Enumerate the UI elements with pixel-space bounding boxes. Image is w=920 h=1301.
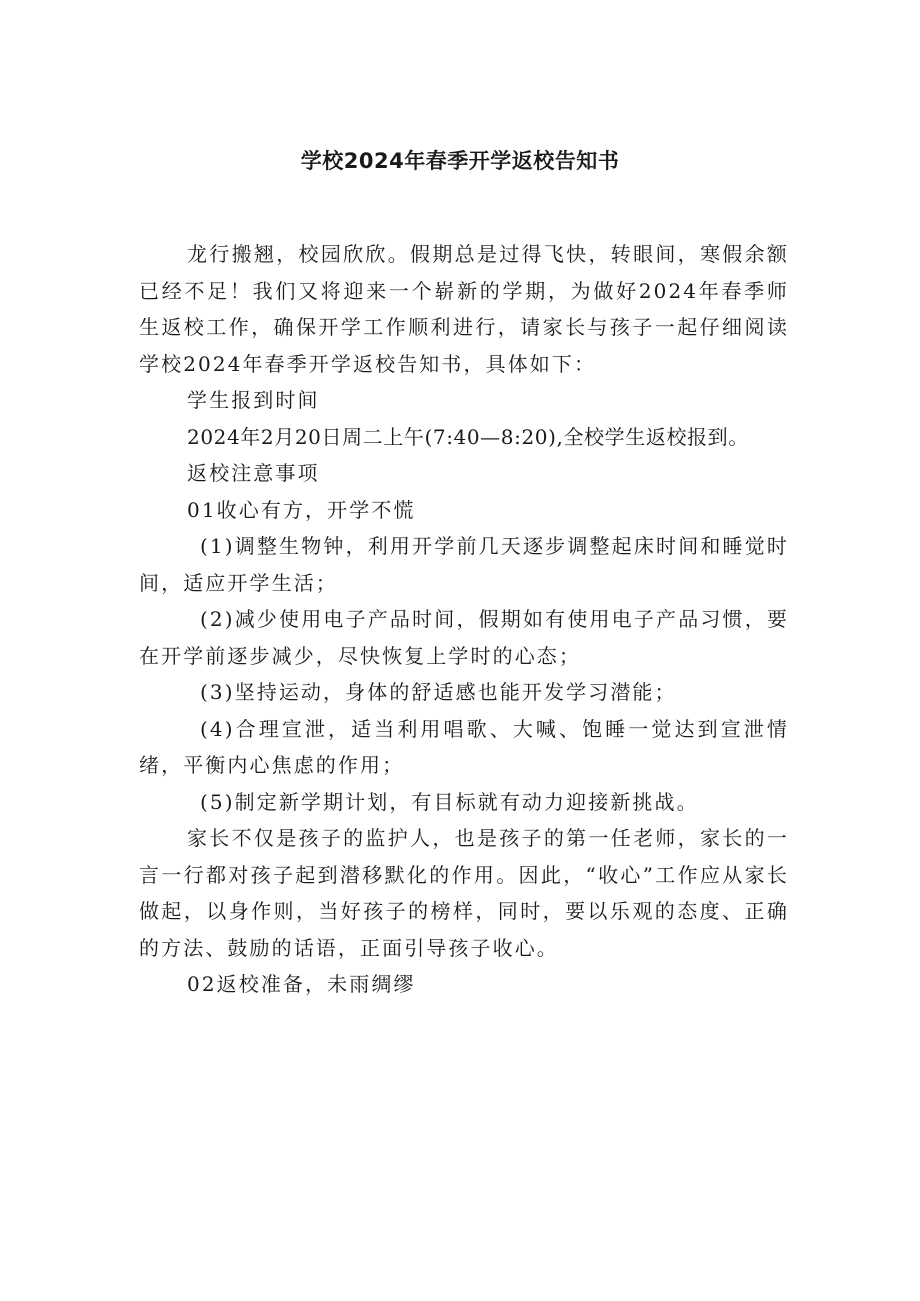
document-body — [139, 236, 789, 1003]
list-item-3: (3)坚持运动，身体的舒适感也能开发学习潜能； — [200, 680, 677, 704]
document-title: 学校2024年春季开学返校告知书 — [300, 149, 620, 173]
section-02-heading: 02返校准备，未雨绸缪 — [187, 972, 416, 996]
list-item-5: (5)制定新学期计划，有目标就有动力迎接新挑战。 — [200, 789, 699, 814]
section-01-heading: 01收心有方，开学不慌 — [187, 497, 416, 522]
list-item-1: (1)调整生物钟，利用开学前几天逐步调整起床时间和睡觉时间，适应开学生活； — [139, 534, 789, 595]
list-item-2: (2)减少使用电子产品时间，假期如有使用电子产品习惯，要在开学前逐步减少，尽快恢复上学时的心态； — [139, 607, 789, 668]
parents-paragraph: 家长不仅是孩子的监护人，也是孩子的第一任老师，家长的一言一行都对孩子起到潜移默化的作用。因此，“收心”工作应从家长做起，以身作则，当好孩子的榜样，同时，要以乐观的态度、正确的方法、鼓励的话语，正面引导孩子收心。 — [139, 826, 789, 960]
list-item-4: (4)合理宣泄，适当利用唱歌、大喊、饱睡一觉达到宣泄情绪，平衡内心焦虑的作用； — [139, 716, 789, 777]
heading-report-time: 学生报到时间 — [187, 388, 320, 412]
heading-notes: 返校注意事项 — [187, 461, 320, 485]
report-time-paragraph: 2024年2月20日周二上午(7:40—8:20),全校学生返校报到。 — [187, 424, 749, 449]
intro-paragraph: 龙行搬翘，校园欣欣。假期总是过得飞快，转眼间，寒假余额已经不足！我们又将迎来一个崭新的学期，为做好2024年春季师生返校工作，确保开学工作顺利进行，请家长与孩子一起仔细阅读学校2024年春季开学返校告知书，具体如下： — [139, 242, 789, 376]
